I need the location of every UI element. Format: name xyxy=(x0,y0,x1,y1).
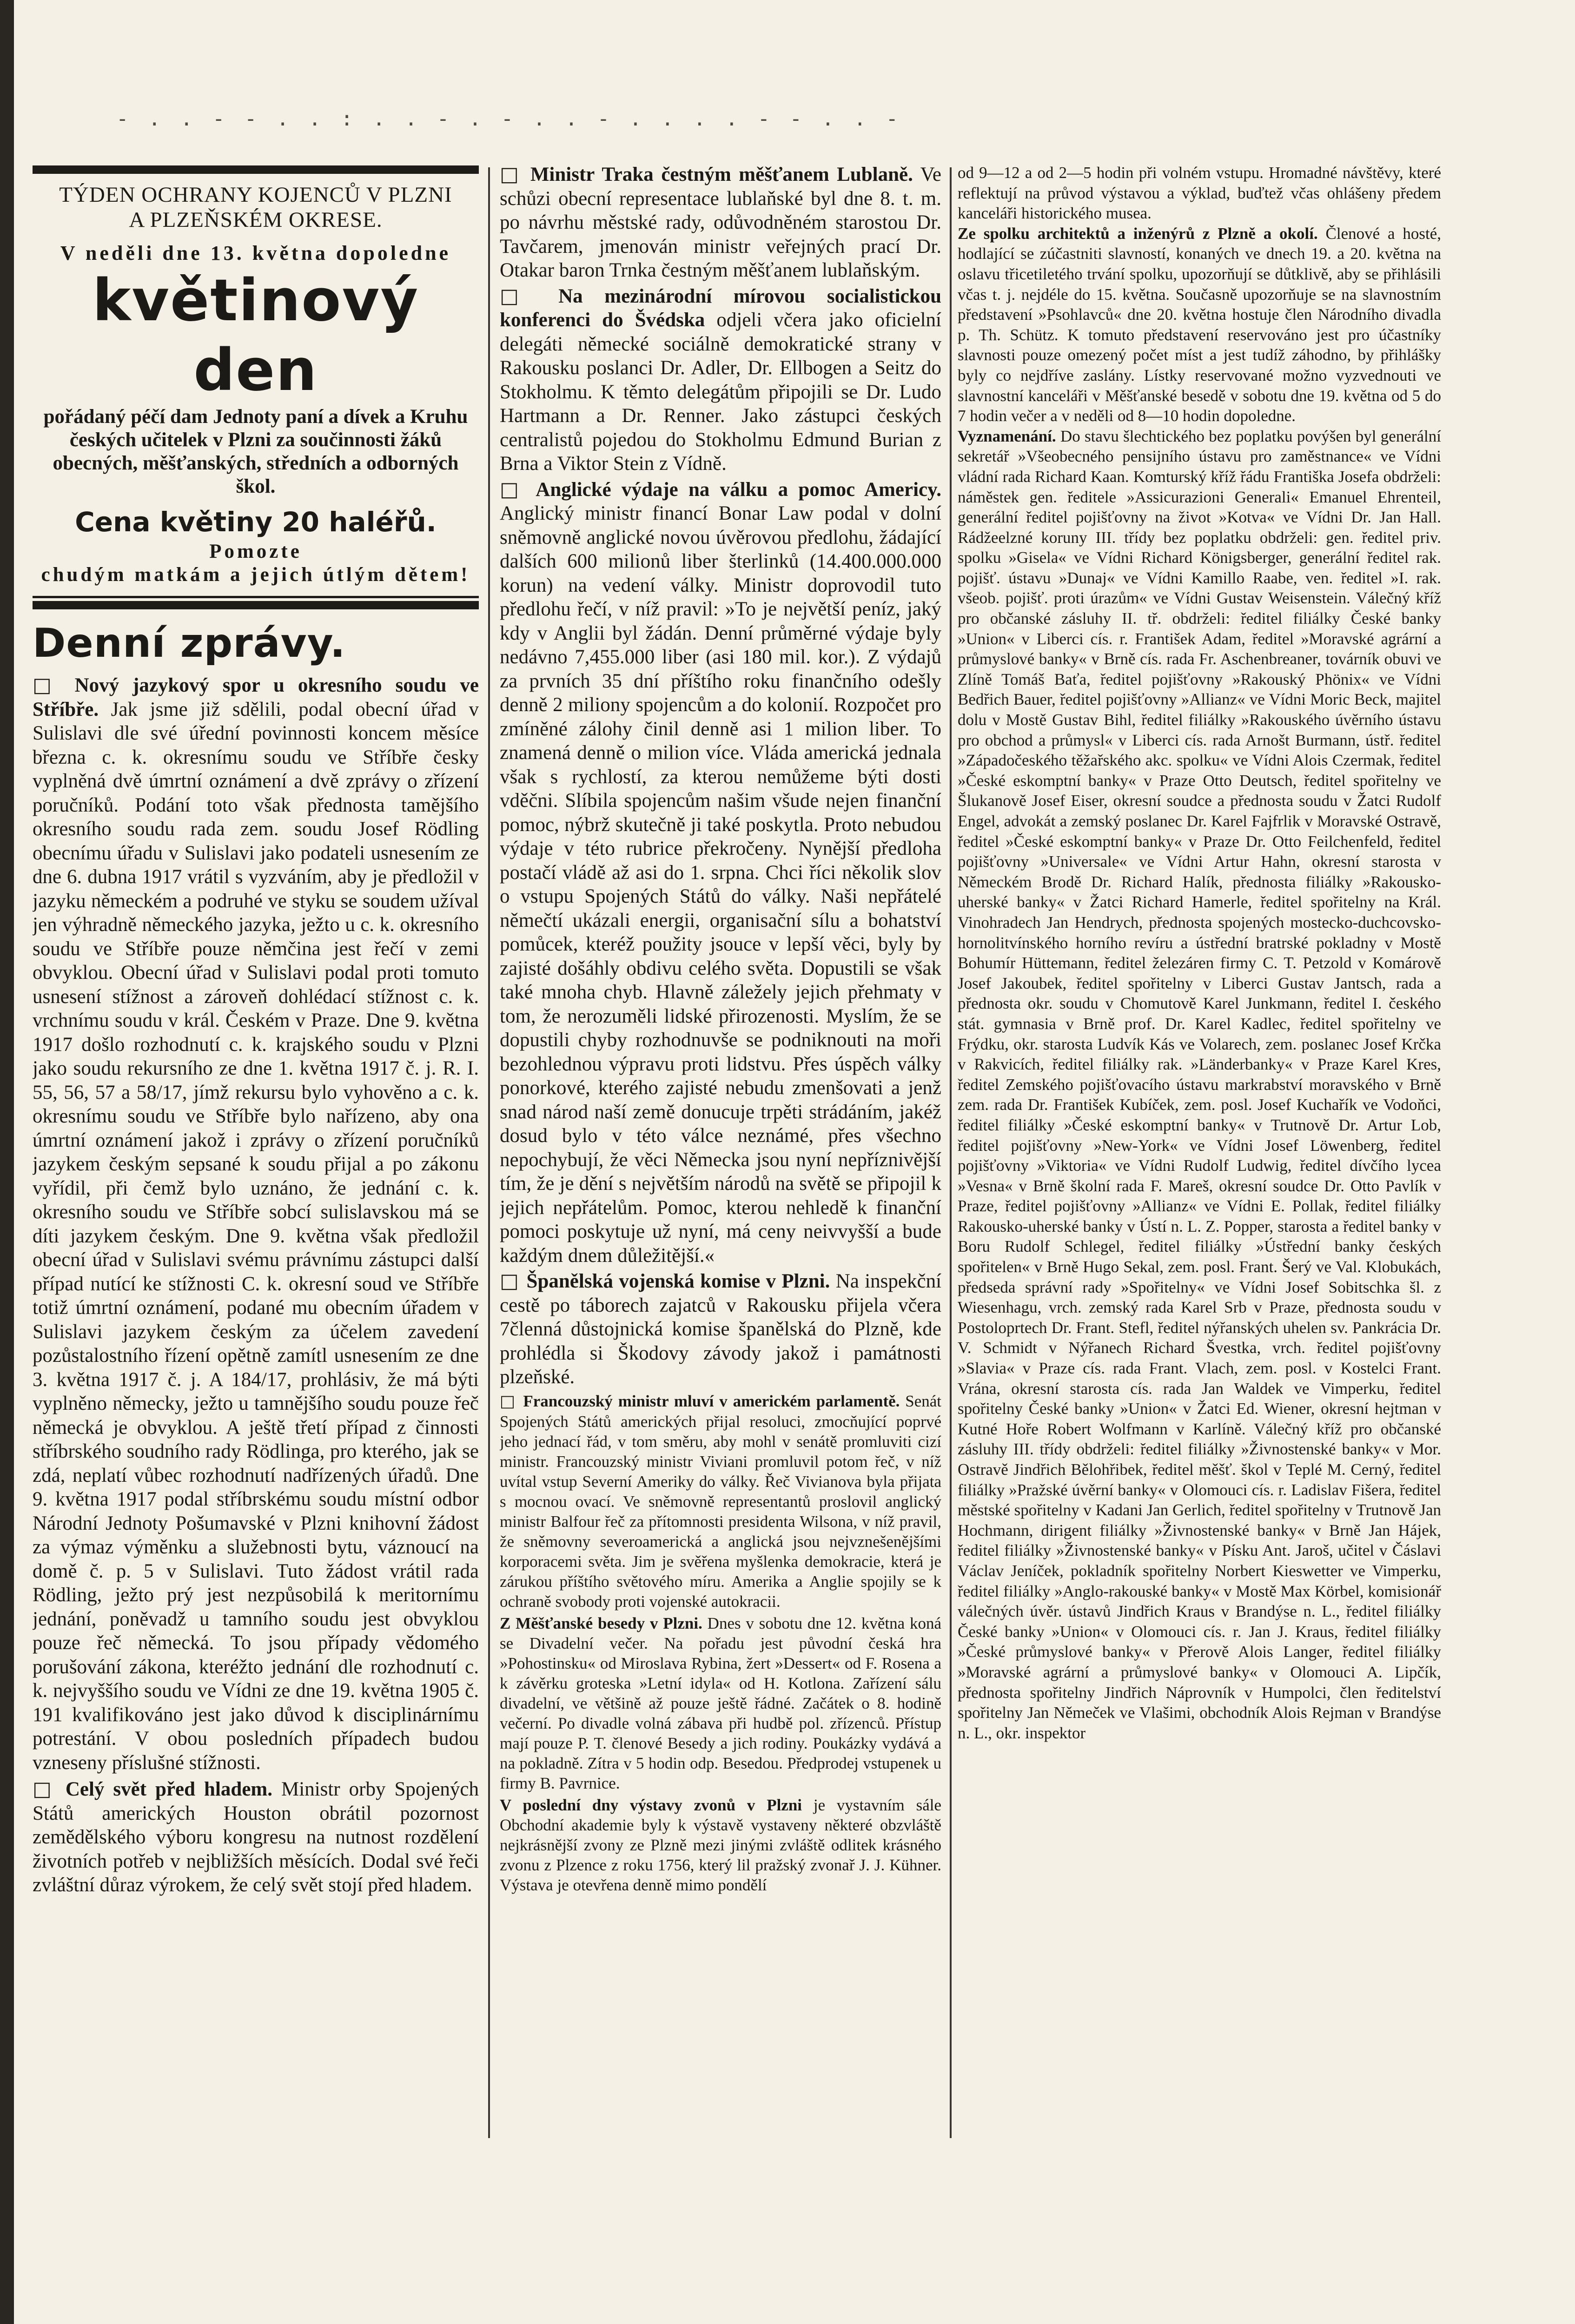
article-body: odjeli včera jako oficielní delegáti německé sociálně demokratické strany v Rakousku poslanci Dr. Adler, Dr. Ellbogen a Seitz do Stokholmu. K těmto delegátům připojili se Dr. Ludo Hartmann a Dr. Renner. Jako zástupci českých centralistů pojedou do Stokholmu Edmund Burian z Brna a Viktor Stein z Vídně. xyxy=(500,309,941,475)
article-title: Na mezinárodní mírovou socialistickou konferenci do Švédska xyxy=(500,285,941,331)
column-divider xyxy=(950,167,952,2138)
box-bottom-rule xyxy=(33,596,479,598)
article-body: Na inspekční cestě po táborech zajatců v Rakousku přijela včera 7členná důstojnická komise španělská do Plzně, kde prohlédla si Škodovy závody jakož i památnosti plzeňské. xyxy=(500,1270,941,1388)
small-print-block xyxy=(500,1391,941,1895)
article-paragraph xyxy=(500,1269,941,1389)
article-paragraph xyxy=(33,1777,479,1897)
article-body: je vystavním sále Obchodní akademie byly k výstavě vystaveny některé obzvláště nejkrásnější zvony ze Plzně mezi jinými zvláště odlitek krásného zvonu z Plzence z roku 1756, který lil pražský zvonař J. J. Kühner. Výstava je otevřena denně mimo pondělí xyxy=(500,1796,941,1894)
article-title: Anglické výdaje na válku a pomoc Americy. xyxy=(536,478,941,501)
box-price: Cena květiny 20 haléřů. xyxy=(75,506,437,538)
article-body: Ministr orby Spojených Států amerických Houston obrátil pozornost zemědělského výboru kongresu na nutnost rozdělení životních potřeb v nejbližších měsících. Dodal své řeči zvláštní důraz výrokem, že celý svět stojí před hladem. xyxy=(33,1778,479,1896)
section-title: Denní zprávy. xyxy=(33,620,346,667)
article-paragraph xyxy=(958,224,1441,426)
box-title-line1: TÝDEN OCHRANY KOJENCŮ V PLZNI xyxy=(59,183,452,207)
article-title: V poslední dny výstavy zvonů v Plzni xyxy=(500,1796,802,1814)
bullet-square-icon: □ xyxy=(33,673,75,697)
article-title: Francouzský ministr mluví v americkém parlamentě. xyxy=(523,1392,900,1410)
bullet-square-icon: □ xyxy=(500,284,559,308)
column-2 xyxy=(500,163,941,2282)
article-title: Nový jazykový spor u okresního soudu ve Stříbře. xyxy=(33,674,479,720)
article-paragraph xyxy=(500,163,941,283)
article-title: Ze spolku architektů a inženýrů z Plzně a okolí. xyxy=(958,224,1318,243)
article-body: Jak jsme již sdělili, podal obecní úřad v Sulislavi dle své úřední povinnosti koncem měsíce března c. k. okresnímu soudu ve Stříbře česky vyplněná dvě úmrtní oznámení a dvě zprávy o zřízení poručníků. Podání toto však přednosta tamějšího okresního soudu rada zem. soudu Josef Rödling obecnímu úřadu v Sulislavi jako podateli usnesením ze dne 6. dubna 1917 vrátil s vyzváním, aby je předložil v jazyku německém a podruhé ve styku se soudem užíval jen výhradně německého jazyka, ježto u c. k. okresního soudu ve Stříbře pouze němčina jest řečí v zemi obvyklou. Obecní úřad v Sulislavi podal proti tomuto usnesení stížnost a zároveň dohlédací stížnost c. k. vrchnímu soudu v král. Českém v Praze. Dne 9. května 1917 došlo rozhodnutí c. k. krajského soudu v Plzni jako soudu rekursního ze dne 1. května 1917 č. j. R. I. 55, 56, 57 a 58/17, jímž rekursu bylo vyhověno a c. k. okresnímu soudu ve Stříbře bylo nařízeno, aby ona úmrtní oznámení jakož i zprávy o zřízení poručníků jazykem českým sepsané k soudu přijal a po zákonu vyřídil, při čemž bylo uznáno, že jednání c. k. okresního soudu ve Stříbře sobcí sulislavskou má se díti jazykem českým. Dne 9. května však předložil obecní úřad v Sulislavi svému právnímu zástupci další případ nutící ke stížnosti C. k. okresní soud ve Stříbře totiž úmrtní oznámení, podané mu obecním úřadem v Sulislavi jazykem českým za účelem zavedení pozůstalostního řízení opětně zamítl usnesením ze dne 3. května 1917 č. j. A 184/17, prohlásiv, že má býti vyplněno německy, ježto u tamnějšího soudu pouze řeč německá je obvyklou. A ještě třetí případ z činnosti stříbrského soudního rady Rödlinga, pro kterého, jak se zdá, neplatí vůbec rozhodnutí nadřízených úřadů. Dne 9. května 1917 podal stříbrskému soudu místní odbor Národní Jednoty Pošumavské v Plzni knihovní žádost za výmaz výměnku a služebnosti bytu, váznoucí na domě č. p. 5 v Sulislavi. Tuto žádost vrátil rada Rödling, ježto prý jest nezpůsobilá k meritornímu jednání, poněvadž u tamního soudu jest obvyklou pouze řeč německá. To jsou případy vědomého porušování zákona, kteréžto jednání dle rozhodnutí c. k. nejvyššího soudu ve Vídni ze dne 19. května 1905 č. 191 kvalifikováno jest jako důvod k disciplinárnímu potrestání. V obou posledních případech budou vzneseny příslušné stížnosti. xyxy=(33,698,479,1774)
article-body: Anglický ministr financí Bonar Law podal v dolní sněmovně anglické novou úvěrovou předlohu, žádající dalších 600 milionů liber šterlinků (14.400.000.000 korun) na vedení války. Ministr doprovodil tuto předlohu řečí, v níž pravil: »To je největší peníz, jaký kdy v Anglii byl žádán. Denní průměrné výdaje byly nedávno 7,455.000 liber (asi 180 mil. kor.). Z výdajů za prvních 35 dní příštího roku finančního odešly denně 2 miliony spojencům a do kolonií. Rozpočet pro zmíněné zálohy činil denně asi 1 milion liber. To znamená denně o milion více. Vláda americká jednala však s rychlostí, za kterou nemůžeme býti dosti vděčni. Slíbila spojencům našim všude nejen finanční pomoc, nýbrž skutečně ji také poskytla. Proto nebudou výdaje v této rubrice překročeny. Nynější předloha postačí vládě až asi do 1. srpna. Chci říci několik slov o vstupu Spojených Států do války. Naši nepřátelé němečtí ukázali energii, organisační sílu a bohatství pomůcek, kteréž použity jsouce v lepší věci, byly by zajisté došáhly obdivu celého světa. Dopustili se však také mnoha chyb. Hlavně záležely jejich přehmaty v tom, že nerozuměli lidské přirozenosti. Myslím, že se dopustili chyby rozhodnuvše se podniknouti na moři bezohlednou výpravu proti lidstvu. Přes úspěch války ponorkové, kterého zajisté nebudu zmenšovati a jenž snad národ naší země donucuje trpěti strádáním, jakéž dosud bylo v této válce neznámé, přes všechno nepochybují, že věci Německa jsou nyní nepříznivější tím, že je dění s největším národů na světě se připojil k jejich nepřátelům. Pomoc, kterou nehledě k finanční pomoci poskytuje už nyní, má ceny neivvyšší a bude každým dnem důležitější.« xyxy=(500,502,941,1267)
bullet-square-icon: □ xyxy=(500,163,530,186)
box-bottom-rule-thick xyxy=(33,601,479,609)
article-body: Do stavu šlechtického bez poplatku povýšen byl generální sekretář »Všeobecného pensijního ústavu pro zaměstnance« ve Vídni vládní rada Richard Kaan. Komturský kříž řádu Františka Josefa obdrželi: náměstek gen. ředitele »Assicurazioni Generali« Emanuel Ehrenteil, generální ředitel pojišťovny na život »Kotva« ve Vídni Dr. Jan Hall. Rádžeelzné koruny III. třídy bez poplatku obdrželi: gen. ředitel priv. spolku »Gisela« ve Vídni Richard Königsberger, generální ředitel rak. pojišť. ústavu »Dunaj« ve Vídni Kamillo Raabe, ven. ředitel »I. rak. všeob. pojišť. proti úrazům« ve Vídni Gustav Weisenstein. Válečný kříž pro občanské zásluhy II. tř. obdrželi: ředitel filiálky České banky »Union« v Liberci cís. r. František Adam, ředitel »Moravské agrární a průmyslové banky« v Brně cís. rada Fr. Aschenbreaner, továrník obuvi ve Zlíně Tomáš Baťa, ředitel pojišťovny »Rakouský Phönix« ve Vídni Bedřich Bauer, ředitel pojišťovny »Allianz« ve Vídni Moric Beck, majitel dolu v Mostě Gustav Bihl, ředitel filiálky »Rakouského úvěrního ústavu pro obchod a průmysl« v Liberci cís. rada Arnošt Burmann, ústř. ředitel »Západočeského těžařského akc. spolku« ve Vídni Alois Czermak, ředitel »České eskomptní banky« v Praze Otto Deutsch, ředitel spořitelny ve Šlukanově Josef Eiser, okresní soudce a přednosta soudu v Žatci Rudolf Engel, advokát a zemský poslanec Dr. Karel Fajfrlik v Moravské Ostravě, ředitel »České eskomptní banky« v Praze Dr. Otto Feilchenfeld, ředitel pojišťovny »Universale« ve Vídni Artur Hahn, okresní starosta v Německém Brodě Dr. Richard Halík, přednosta filiálky »Rakousko-uherské banky« v Žatci Richard Hamerle, ředitel spořitelny na Král. Vinohradech Jan Hendrych, přednosta spojených mostecko-duchcovsko-hornolitvínského horního revíru a ústřední bratrské pokladny v Mostě Bohumír Hüttemann, ředitel železáren firmy C. T. Petzold v Komárově Josef Jakoubek, ředitel spořitelny v Liberci Gustav Jantsch, rada a přednosta okr. soudu v Chomutově Karel Junkmann, ředitel I. českého stát. gymnasia v Brně prof. Dr. Karel Kadlec, ředitel spořitelny ve Frýdku, okr. starosta Ludvík Kás ve Volarech, zem. poslanec Josef Krčka v Rakvicích, ředitel filiálky rak. »Länderbanky« v Praze Karel Kres, ředitel Zemského pojišťovacího ústavu markrabství moravského v Brně zem. rada Dr. František Kubíček, zem. posl. Josef Kuchařík ve Vodoňci, ředitel filiálky »České eskomptní banky« v Trutnově Dr. Artur Lob, ředitel pojišťovny »New-York« ve Vídni Josef Löwenberg, ředitel pojišťovny »Viktoria« ve Vídni Rudolf Ludwig, ředitel dívčího lycea »Vesna« v Brně školní rada F. Mareš, okresní soudce Dr. Otto Pavlík v Praze, ředitel pojišťovny »Allianz« ve Vídni E. Pollak, ředitel filiálky Rakousko-uherské banky v Ústí n. L. Z. Popper, starosta a ředitel banky v Boru Rudolf Schlegel, ředitel filiálky »Ústřední banky českých spořitelen« v Brně Hugo Sekal, zem. posl. Frant. Šerý ve Val. Klobukách, předseda správní rady »Spořitelny« ve Vídni Josef Sobitschka šl. z Wiesenhagu, vrch. zemský rada Karel Srb v Praze, přednosta soudu v Postoloprtech Dr. Frant. Stefl, ředitel nýřanských uhelen sv. Pankrácia Dr. V. Schmidt v Nýřanech Richard Švestka, vrch. ředitel pojišťovny »Slavia« v Praze cís. rada Frant. Vlach, zem. posl. v Kostelci Frant. Vrána, okresní starosta cís. rada Jan Waldek ve Vimperku, ředitel spořitelny České banky »Union« v Žatci Ed. Wiener, okresní hejtman v Kutné Hoře Robert Wolfmann v Karlíně. Válečný kříž pro občanské zásluhy III. třídy obdrželi: ředitel filiálky »Živnostenské banky« v Mor. Ostravě Jindřich Bělohřibek, ředitel měšť. škol v Teplé M. Cerný, ředitel filiálky »Pražské úvěrní banky« v Olomouci cís. r. Ladislav Fišera, ředitel městské spořitelny v Kadani Jan Gerlich, ředitel spořitelny v Trutnově Jan Hochmann, dirigent filiálky »Živnostenské banky« v Brně Jan Hájek, ředitel filiálky »Živnostenské banky« v Písku Ant. Jaroš, učitel v Čáslavi Václav Jeníček, pokladník spořitelny Norbert Kieswetter ve Vimperku, ředitel filiálky »Anglo-rakouské banky« v Mostě Max Körbel, komisionář válečných úvěr. ústavů Jindřich Kraus v Brandýse n. L., ředitel filiálky České banky »Union« v Olomouci cís. r. Jan J. Kraus, ředitel filiálky »České průmyslové banky« v Přerově Alois Langer, ředitel filiálky »Moravské agrární a průmyslové banky« v Olomouci A. Lipčík, přednosta spořitelny Jindřich Náprovník v Humpolci, člen ředitelství spořitelny Jan Němeček ve Vlašimi, obchodník Alois Rejman v Brandýse n. L., okr. inspektor xyxy=(958,427,1441,1742)
article-body: Ve schůzi obecní representace lublaňské byl dne 8. t. m. po návrhu městské rady, odůvodněném starostou Dr. Tavčarem, jmenován ministr veřejných prací Dr. Otakar baron Trnka čestným měšťanem lublaňským. xyxy=(500,164,941,281)
article-title: Ministr Traka čestným měšťanem Lublaně. xyxy=(530,164,913,185)
article-paragraph xyxy=(500,1613,941,1793)
column-divider xyxy=(488,167,490,2138)
box-organizers: pořádaný péčí dam Jednoty paní a dívek a Kruhu českých učitelek v Plzni za součinnosti žáků obecných, měšťanských, středních a odborných škol. xyxy=(43,406,468,497)
box-date-line: V neděli dne 13. května dopoledne xyxy=(60,242,451,264)
box-big-title: květinový den xyxy=(92,267,419,404)
bullet-square-icon: □ xyxy=(500,1269,527,1293)
article-paragraph xyxy=(33,673,479,1775)
article-title: Vyznamenání. xyxy=(958,427,1056,445)
article-paragraph xyxy=(500,478,941,1268)
column-1 xyxy=(33,163,479,2282)
bullet-square-icon: □ xyxy=(500,477,536,501)
article-paragraph xyxy=(500,284,941,476)
article-paragraph xyxy=(500,1391,941,1611)
announcement-box xyxy=(33,165,479,609)
article-paragraph xyxy=(958,426,1441,1743)
article-title: Z Měšťanské besedy v Plzni. xyxy=(500,1614,702,1632)
article-paragraph: od 9—12 a od 2—5 hodin při volném vstupu. Hromadné návštěvy, které reflektují na průvod výstavou a výklad, buďtež včas ohlášeny předem kanceláři historického musea. xyxy=(958,164,1441,223)
article-paragraph xyxy=(500,1795,941,1895)
article-body: Členové a hosté, hodlající se zúčastniti slavností, konaných ve dnech 19. a 20. května na oslavu třicetiletého trvání spolku, upozorňují se důtklivě, aby se přihlásili včas t. j. nejdéle do 15. května. Současně upozorňuje se na slavnostním představení »Psohlavců« dne 20. května hostuje člen Národního divadla p. Th. Schütz. K tomuto představení reservováno jest pro účastníky slavnosti pouze omezený počet míst a jest tudíž záhodno, by přihlášky byly co nejdříve zaslány. Lístky reservované možno vyzvednouti ve slavnostní kanceláři v Měšťanské besedě v sobotu dne 19. května od 5 do 7 hodin večer a v neděli od 8—10 hodin dopoledne. xyxy=(958,224,1441,425)
bullet-square-icon: □ xyxy=(33,1777,66,1801)
header-noise: - . . - - . . : . . - . - . . - . . . . - - . . - xyxy=(116,107,902,131)
article-body: Senát Spojených Států amerických přijal resoluci, zmocňující poprvé jeho jednací řád, v tom směru, aby mohl v senátě promluviti cizí ministr. Francouzský ministr Viviani promluvil potom řeč, v níž uvítal vstup Severní Ameriky do války. Řeč Vivianova byla přijata s mocnou ovací. Ve sněmovně representantů proslovil anglický ministr Balfour řeč za přítomnosti presidenta Wilsona, v níž pravil, že sněmovny severoamerická a anglická jsou nejvznešenějšími korporacemi světa. Jim je svěřena myšlenka demokracie, která je zárukou příštího světového míru. Amerika a Anglie spojily se k ochraně svobody proti vojenské autokracii. xyxy=(500,1392,941,1611)
bullet-square-icon: □ xyxy=(500,1392,523,1411)
box-appeal-line1: Pomozte xyxy=(209,541,302,562)
scan-margin xyxy=(0,0,14,2324)
article-title: Celý svět před hladem. xyxy=(65,1778,272,1800)
article-body: Dnes v sobotu dne 12. května koná se Divadelní večer. Na pořadu jest původní česká hra »Pohostinsku« od Miroslava Rybina, žert »Dessert« od F. Rosena a k závěrku groteska »Letní idyla« od H. Kotlona. Zařízení sálu divadelní, ve většině až pouze ještě řádné. Začátek o 8. hodině večerní. Po divadle volná zábava při hudbě pol. zřízenců. Přístup mají pouze P. T. členové Besedy a jich rodiny. Poukázky vydává a na pokladně. Zítra v 5 hodin odp. Besedou. Předprodej vstupenek u firmy B. Pavrnice. xyxy=(500,1614,941,1792)
box-title-line2: A PLZEŇSKÉM OKRESE. xyxy=(129,208,383,232)
column-3 xyxy=(958,163,1441,2282)
box-appeal-line2: chudým matkám a jejich útlým dětem! xyxy=(41,564,470,586)
box-top-rule xyxy=(33,165,479,174)
article-title: Španělská vojenská komise v Plzni. xyxy=(526,1270,830,1292)
